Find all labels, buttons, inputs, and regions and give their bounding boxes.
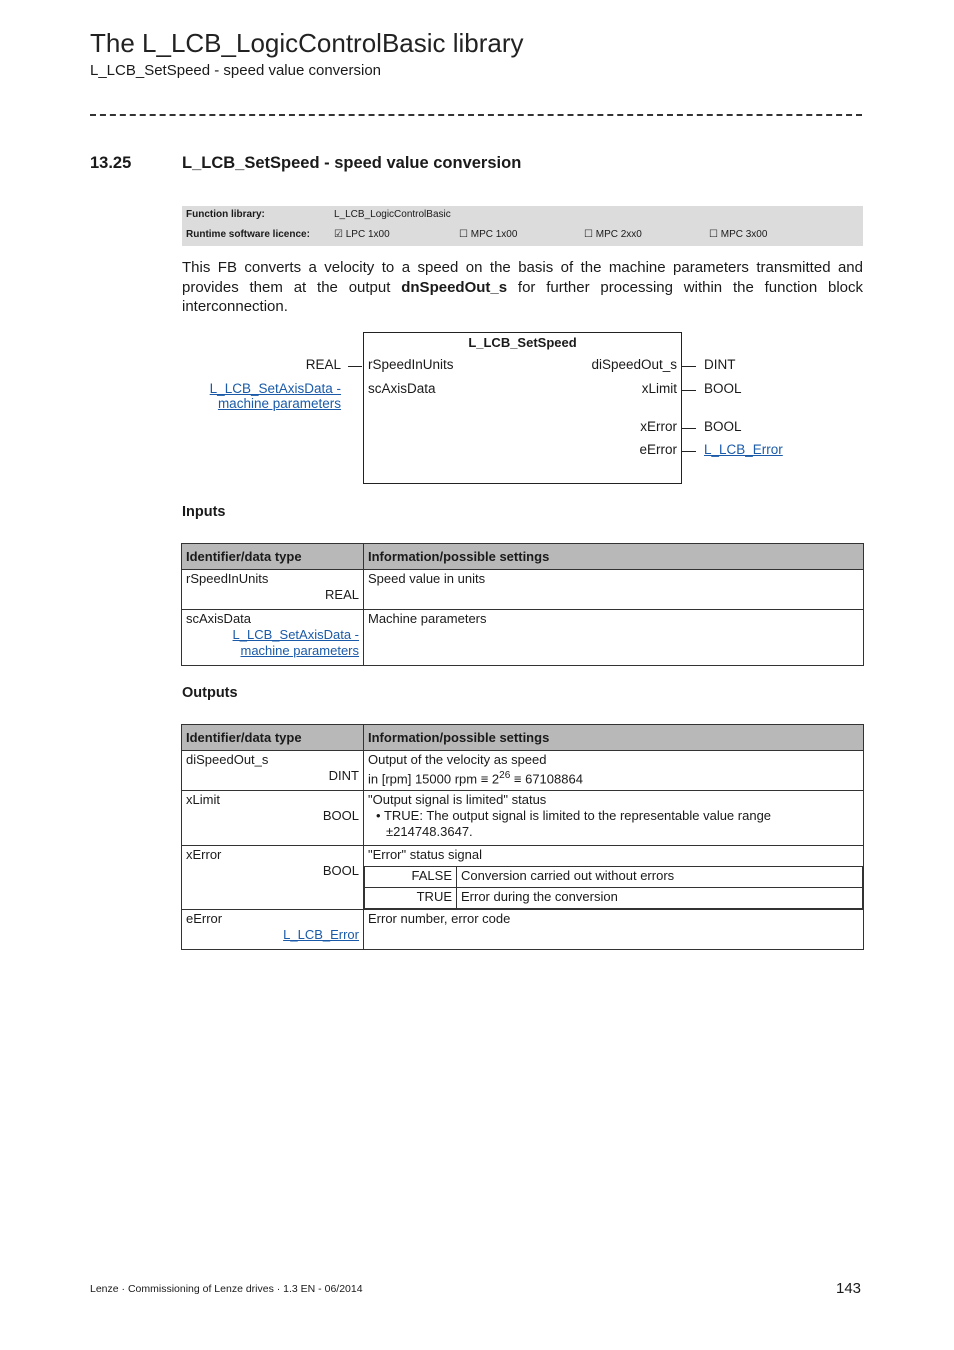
- data-type-link-error[interactable]: L_LCB_Error: [283, 927, 359, 943]
- fb-output-line: [682, 366, 696, 367]
- identifier-name: scAxisData: [186, 611, 252, 626]
- info-line: Output of the velocity as speed: [368, 752, 547, 767]
- table-row: [182, 570, 864, 610]
- bullet-text: TRUE: The output signal is limited to the representable value range: [383, 808, 772, 824]
- identifier-cell: [182, 570, 364, 610]
- document-subtitle: L_LCB_SetSpeed - speed value conversion: [90, 62, 382, 79]
- value-row: [365, 867, 863, 888]
- table-header-row: [182, 725, 864, 751]
- info-line: "Error" status signal: [368, 847, 482, 863]
- info-cell: Error number, error code: [364, 910, 864, 950]
- fb-output-pin-xerror: xError: [640, 419, 677, 434]
- description-output-name: dnSpeedOut_s: [401, 278, 508, 296]
- footer-text: Lenze · Commissioning of Lenze drives · 1.3 EN - 06/2014: [90, 1283, 363, 1295]
- fb-input-type-real: REAL: [305, 357, 341, 372]
- licence-mpc2xx0: ☐ MPC 2xx0: [584, 229, 642, 240]
- identifier-cell: [182, 910, 364, 950]
- fb-input-type-link-axisdata-2[interactable]: machine parameters: [217, 396, 341, 411]
- library-value: L_LCB_LogicControlBasic: [334, 209, 451, 220]
- table-row: [182, 751, 864, 791]
- info-line: [368, 768, 859, 787]
- function-block-box: [363, 332, 682, 484]
- value-table: [364, 866, 863, 909]
- section-number: 13.25: [90, 154, 132, 172]
- identifier-cell: [182, 751, 364, 791]
- fb-output-type-dint: DINT: [704, 357, 736, 372]
- fb-input-pin-scaxisdata: scAxisData: [368, 381, 436, 396]
- table-row: [182, 910, 864, 950]
- data-type: REAL: [325, 587, 359, 602]
- value-description: Conversion carried out without errors: [457, 867, 863, 888]
- section-title: L_LCB_SetSpeed - speed value conversion: [182, 154, 522, 172]
- licence-label: Runtime software licence:: [186, 229, 310, 240]
- licence-mpc1x00: ☐ MPC 1x00: [459, 229, 518, 240]
- info-formula-end: ≡ 67108864: [510, 771, 583, 787]
- document-title: The L_LCB_LogicControlBasic library: [90, 28, 524, 58]
- table-row: [182, 610, 864, 666]
- info-cell: [364, 846, 864, 910]
- data-type: BOOL: [322, 863, 359, 879]
- info-cell: Machine parameters: [364, 610, 864, 666]
- header-divider: [90, 114, 862, 116]
- data-type-link-container: [186, 927, 359, 943]
- data-type-link-container: [186, 627, 359, 643]
- identifier-name: xLimit: [186, 792, 220, 808]
- fb-input-type-link-axisdata-1[interactable]: L_LCB_SetAxisData -: [209, 381, 341, 396]
- outputs-heading: Outputs: [182, 685, 238, 701]
- fb-output-pin-eerror: eError: [639, 442, 677, 457]
- value-description: Error during the conversion: [457, 888, 863, 909]
- inputs-table: [181, 543, 864, 666]
- licence-mpc3x00: ☐ MPC 3x00: [709, 229, 768, 240]
- inputs-heading: Inputs: [182, 504, 226, 520]
- identifier-name: xError: [186, 847, 222, 863]
- data-type: DINT: [328, 768, 359, 783]
- info-formula-exponent: 26: [499, 770, 511, 781]
- data-type-link-container: [186, 643, 359, 659]
- identifier-cell: [182, 846, 364, 910]
- info-formula-start: in [rpm] 15000 rpm ≡ 2: [368, 771, 500, 787]
- library-info-box: [182, 206, 863, 246]
- table-row: [182, 791, 864, 846]
- bullet-continuation: ±214748.3647.: [386, 824, 473, 840]
- column-header-information: Information/possible settings: [364, 544, 864, 570]
- identifier-name: rSpeedInUnits: [186, 571, 269, 586]
- description-text-1: This FB converts a velocity to a speed on the basis of the machine parameters transmitted and provides them at the output: [182, 259, 863, 296]
- function-block-name: L_LCB_SetSpeed: [468, 335, 577, 350]
- column-header-information: Information/possible settings: [364, 725, 864, 751]
- licence-lpc1x00: ☑ LPC 1x00: [334, 229, 390, 240]
- info-cell: Speed value in units: [364, 570, 864, 610]
- fb-output-line: [682, 451, 696, 452]
- value-key: TRUE: [365, 888, 457, 909]
- bullet-icon: •: [376, 808, 384, 824]
- fb-output-type-link-error[interactable]: L_LCB_Error: [704, 442, 783, 457]
- data-type: BOOL: [322, 808, 359, 824]
- bullet-item: [368, 808, 859, 824]
- identifier-cell: [182, 791, 364, 846]
- data-type-link-axisdata-2[interactable]: machine parameters: [240, 643, 359, 658]
- outputs-table: [181, 724, 864, 950]
- info-line: "Output signal is limited" status: [368, 792, 547, 808]
- description-text-2: for further processing within the function block interconnection.: [182, 278, 864, 315]
- info-cell: [364, 751, 864, 791]
- fb-output-pin-dispeedout: diSpeedOut_s: [591, 357, 677, 372]
- column-header-identifier: Identifier/data type: [182, 725, 364, 751]
- column-header-identifier: Identifier/data type: [182, 544, 364, 570]
- identifier-cell: [182, 610, 364, 666]
- value-key: FALSE: [365, 867, 457, 888]
- table-row: [182, 846, 864, 910]
- data-type-link-axisdata-1[interactable]: L_LCB_SetAxisData -: [232, 627, 359, 642]
- fb-output-line: [682, 428, 696, 429]
- page-number: 143: [836, 1280, 862, 1297]
- fb-input-pin-rspeedinunits: rSpeedInUnits: [368, 357, 454, 372]
- fb-output-pin-xlimit: xLimit: [641, 381, 677, 396]
- identifier-name: diSpeedOut_s: [186, 752, 269, 767]
- library-label: Function library:: [186, 209, 265, 220]
- description-paragraph: [182, 258, 863, 317]
- value-row: [365, 888, 863, 909]
- table-header-row: [182, 544, 864, 570]
- fb-output-line: [682, 390, 696, 391]
- fb-output-type-bool: BOOL: [704, 419, 742, 434]
- info-cell: [364, 791, 864, 846]
- fb-output-type-bool: BOOL: [704, 381, 742, 396]
- fb-input-line: [348, 366, 362, 367]
- identifier-name: eError: [186, 911, 223, 927]
